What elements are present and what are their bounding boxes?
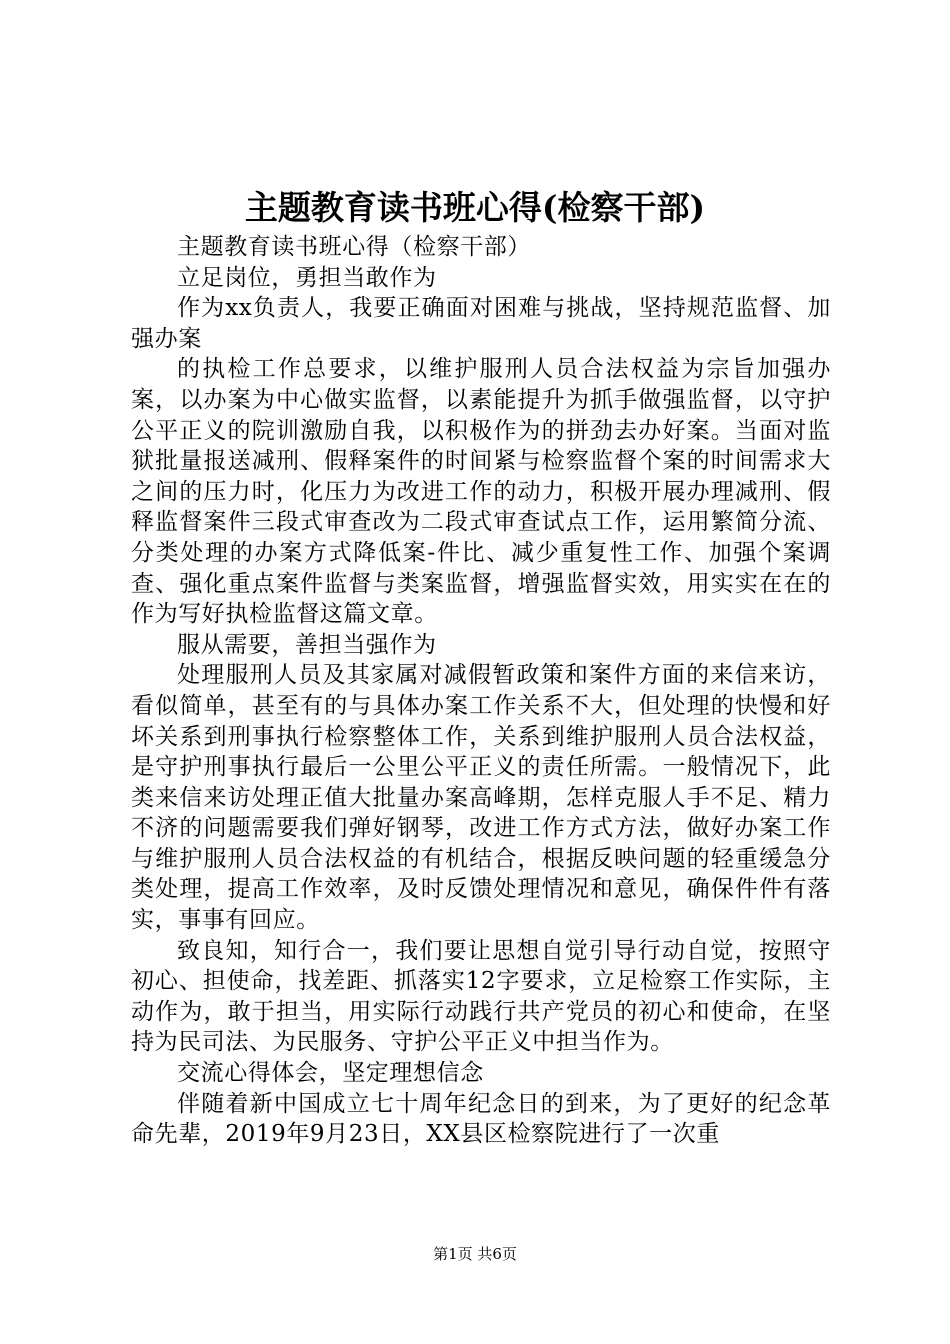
document-body	[131, 232, 831, 1150]
paragraph: 作为xx负责人，我要正确面对困难与挑战，坚持规范监督、加强办案	[131, 295, 831, 352]
paragraph: 的执检工作总要求，以维护服刑人员合法权益为宗旨加强办案，以办案为中心做实监督，以素能提升为抓手做强监督，以守护公平正义的院训激励自我，以积极作为的拼劲去办好案。当面对监狱批量报送减刑、假释案件的时间紧与检察监督个案的时间需求大之间的压力时，化压力为改进工作的动力，积极开展办理减刑、假释监督案件三段式审查改为二段式审查试点工作，运用繁简分流、分类处理的办案方式降低案-件比、减少重复性工作、加强个案调查、强化重点案件监督与类案监督，增强监督实效，用实实在在的作为写好执检监督这篇文章。	[131, 356, 831, 628]
paragraph: 伴随着新中国成立七十周年纪念日的到来，为了更好的纪念革命先辈，2019年9月23日，XX县区检察院进行了一次重	[131, 1090, 831, 1148]
section-heading: 交流心得体会，坚定理想信念	[177, 1060, 484, 1087]
paragraph: 致良知，知行合一，我们要让思想自觉引导行动自觉，按照守初心、担使命，找差距、抓落实12字要求，立足检察工作实际，主动作为，敢于担当，用实际行动践行共产党员的初心和使命，在坚持为民司法、为民服务、守护公平正义中担当作为。	[131, 937, 831, 1056]
section-heading: 服从需要，善担当强作为	[177, 631, 437, 658]
document-title: 主题教育读书班心得(检察干部)	[244, 188, 706, 227]
section-heading: 立足岗位，勇担当敢作为	[177, 264, 437, 291]
page-number-footer: 第1页 共6页	[433, 1245, 517, 1263]
paragraph-subtitle: 主题教育读书班心得（检察干部）	[177, 234, 531, 260]
paragraph: 处理服刑人员及其家属对减假暂政策和案件方面的来信来访，看似简单，甚至有的与具体办案工作关系不大，但处理的快慢和好坏关系到刑事执行检察整体工作，关系到维护服刑人员合法权益，是守护刑事执行最后一公里公平正义的责任所需。一般情况下，此类来信来访处理正值大批量办案高峰期，怎样克服人手不足、精力不济的问题需要我们弹好钢琴，改进工作方式方法，做好办案工作与维护服刑人员合法权益的有机结合，根据反映问题的轻重缓急分类处理，提高工作效率，及时反馈处理情况和意见，确保件件有落实，事事有回应。	[131, 662, 831, 934]
